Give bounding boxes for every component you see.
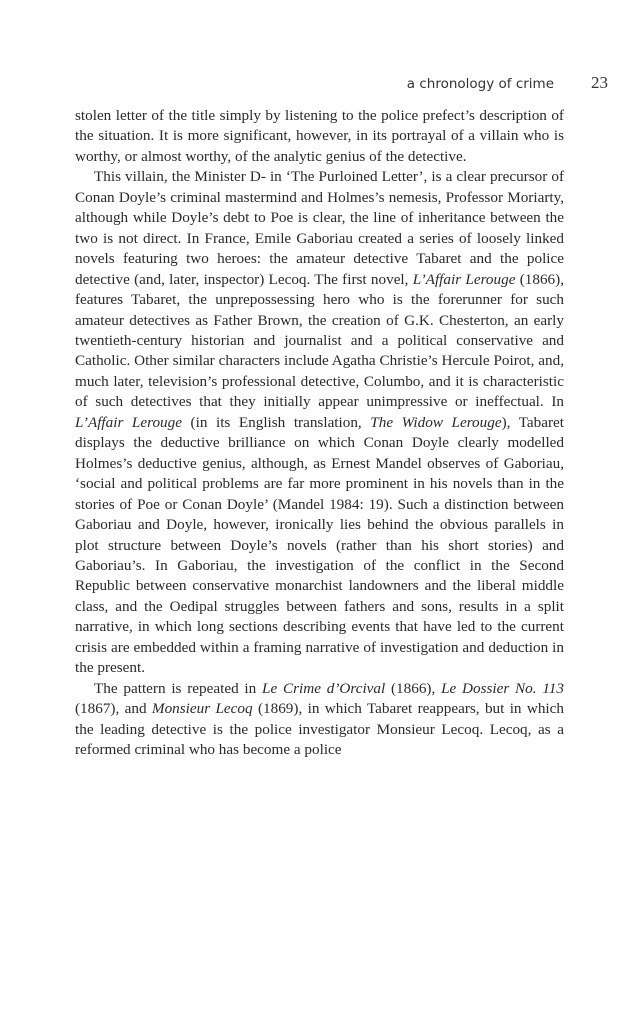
page-number: 23 — [591, 73, 608, 92]
text-segment: (1866), features Tabaret, the unprepossessing hero who is the forerunner for such amateur detectives as Father Brown, the creation of G.K. Chesterton, an early twentieth-century historian and journalist and a political conservative and Catholic. Other similar characters include Agatha Christie’s Hercule Poirot, and, much later, television’s professional detective, Columbo, and it is characteristic of such detectives that they initially appear unimpressive or ineffectual. In — [75, 270, 565, 411]
book-title: L’Affair Lerouge — [75, 413, 182, 431]
book-title: Le Dossier No. 113 — [441, 679, 564, 697]
text-segment: (1866), — [385, 679, 442, 697]
text-segment: This villain, the Minister D- in ‘The Purloined Letter’, is a clear precursor of Conan Doyle’s criminal mastermind and Holmes’s nemesis, Professor Moriarty, although while Doyle’s debt to Poe is clear, the line of inheritance between the two is not direct. In France, Emile Gaboriau created a series of loosely linked novels featuring two heroes: the amateur detective Tabaret and the police detective (and, later, inspector) Lecoq. The first novel, — [75, 168, 564, 288]
text-segment: (1867), and — [75, 700, 152, 718]
body-text — [75, 106, 564, 761]
paragraph-1 — [75, 106, 564, 167]
book-title: The Widow Lerouge — [370, 413, 502, 431]
text-segment: The pattern is repeated in — [94, 679, 263, 697]
book-title: Monsieur Lecoq — [151, 700, 253, 718]
text-segment: (1869), in which Tabaret reappears, but in which the leading detective is the police investigator Monsieur Lecoq. Lecoq, as a reformed criminal who has become a police — [75, 700, 564, 759]
book-title: Le Crime d’Orcival — [262, 679, 386, 697]
text-segment: stolen letter of the title simply by listening to the police prefect’s description of the situation. It is more significant, however, in its portrayal of a villain who is worthy, or almost worthy, of the analytic genius of the detective. — [75, 107, 564, 165]
paragraph-2 — [75, 167, 564, 678]
book-title: L’Affair Lerouge — [412, 270, 516, 288]
text-segment: ), Tabaret displays the deductive brilliance on which Conan Doyle clearly modelled Holmes’s deductive genius, although, as Ernest Mandel observes of Gaboriau, ‘social and political problems are far more prominent in his novels than in the stories of Poe or Conan Doyle’ (Mandel 1984: 19). Such a distinction between Gaboriau and Doyle, however, ironically lies behind the obvious parallels in plot structure between Doyle’s novels (rather than his short stories) and Gaboriau’s. In Gaboriau, the investigation of the conflict in the Second Republic between conservative monarchist landowners and the liberal middle class, and the Oedipal struggles between fathers and sons, results in a split narrative, in which long sections describing events that have led to the current crisis are embedded within a framing narrative of investigation and deduction in the present. — [75, 413, 565, 677]
running-title: a chronology of crime — [406, 76, 554, 92]
text-segment: (in its English translation, — [182, 413, 371, 431]
running-header — [0, 74, 638, 98]
paragraph-3 — [75, 679, 564, 761]
